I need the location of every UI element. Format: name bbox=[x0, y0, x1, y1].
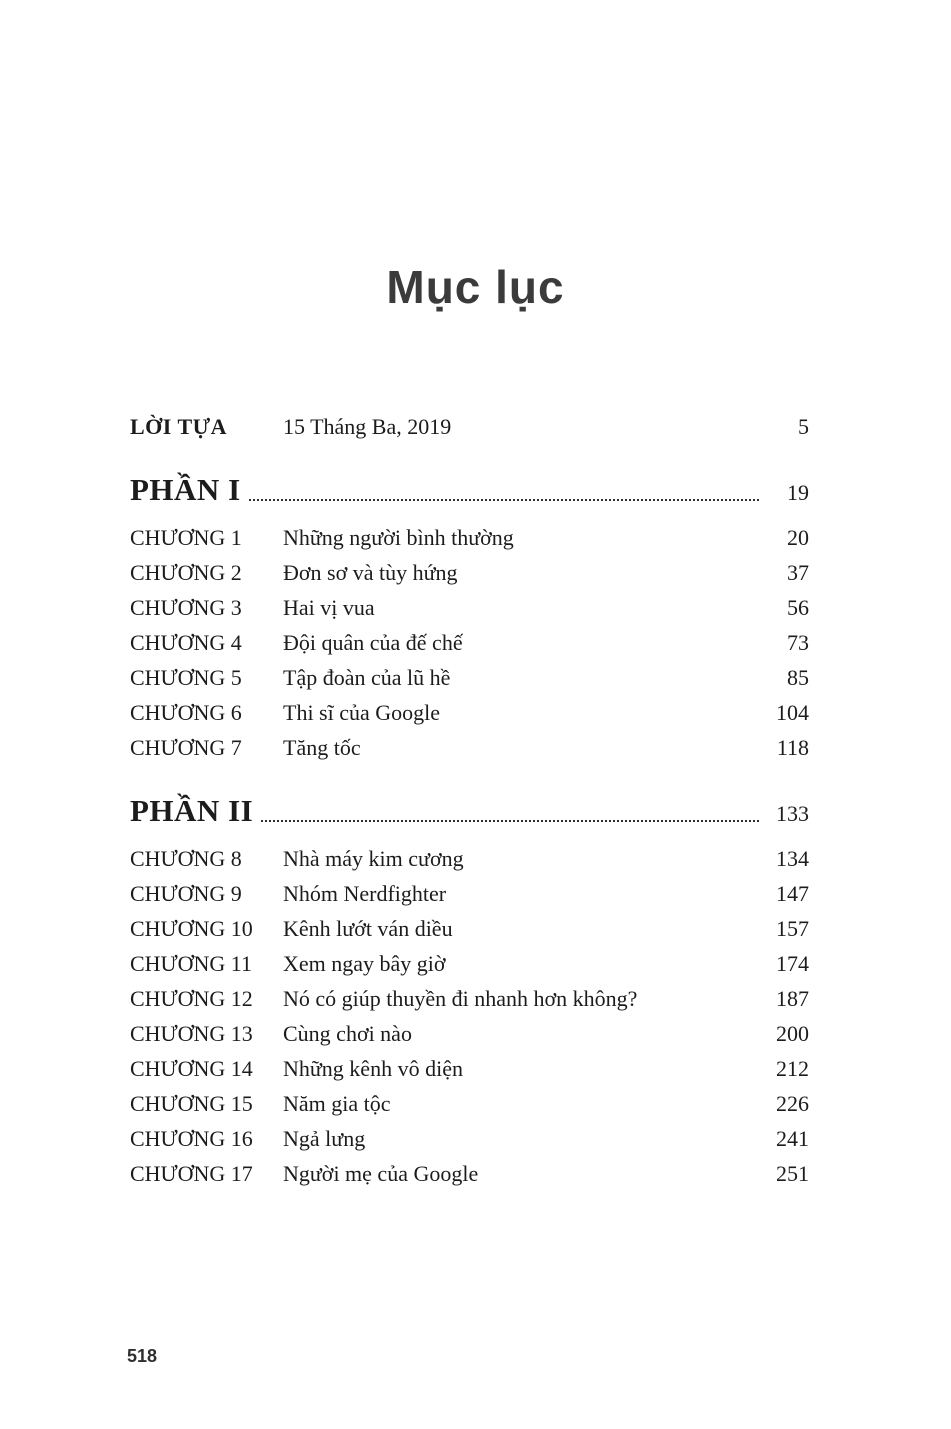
chapter-label: CHƯƠNG 6 bbox=[130, 699, 242, 725]
chapter-label: CHƯƠNG 11 bbox=[130, 950, 252, 976]
preface-page-number: 5 bbox=[798, 413, 809, 439]
chapter-title: Cùng chơi nào bbox=[283, 1020, 412, 1046]
chapter-label: CHƯƠNG 9 bbox=[130, 880, 242, 906]
section-page-number: 19 bbox=[787, 479, 809, 505]
chapter-title: Ngả lưng bbox=[283, 1125, 366, 1151]
chapter-title: Tăng tốc bbox=[283, 734, 361, 760]
preface-title: 15 Tháng Ba, 2019 bbox=[283, 413, 452, 439]
toc-entry bbox=[130, 1016, 809, 1051]
chapter-title: Tập đoàn của lũ hề bbox=[283, 664, 451, 690]
toc-entry bbox=[130, 1051, 809, 1086]
toc-entry bbox=[130, 695, 809, 730]
toc-entry bbox=[130, 946, 809, 981]
dotted-leader bbox=[249, 499, 759, 501]
dotted-leader bbox=[261, 820, 759, 822]
chapter-title: Xem ngay bây giờ bbox=[283, 950, 446, 976]
chapter-page-number: 226 bbox=[776, 1090, 809, 1116]
chapter-title: Những kênh vô diện bbox=[283, 1055, 463, 1081]
chapter-label: CHƯƠNG 16 bbox=[130, 1125, 253, 1151]
preface-label: LỜI TỰA bbox=[130, 413, 228, 439]
chapter-page-number: 118 bbox=[776, 734, 809, 760]
toc-entry bbox=[130, 1156, 809, 1191]
table-of-contents bbox=[130, 409, 809, 1191]
chapter-title: Nhà máy kim cương bbox=[283, 845, 464, 871]
chapter-label: CHƯƠNG 15 bbox=[130, 1090, 253, 1116]
chapter-page-number: 174 bbox=[776, 950, 809, 976]
chapter-page-number: 104 bbox=[776, 699, 809, 725]
chapter-list-part-1 bbox=[130, 520, 809, 765]
toc-section-header-part-1 bbox=[130, 470, 809, 510]
chapter-title: Thi sĩ của Google bbox=[283, 699, 441, 725]
toc-entry bbox=[130, 520, 809, 555]
chapter-page-number: 73 bbox=[787, 629, 809, 655]
toc-entry bbox=[130, 876, 809, 911]
toc-entry bbox=[130, 660, 809, 695]
chapter-label: CHƯƠNG 3 bbox=[130, 594, 242, 620]
chapter-label: CHƯƠNG 12 bbox=[130, 985, 253, 1011]
chapter-page-number: 241 bbox=[776, 1125, 809, 1151]
chapter-page-number: 200 bbox=[776, 1020, 809, 1046]
chapter-title: Hai vị vua bbox=[283, 594, 375, 620]
section-label: PHẦN II bbox=[130, 792, 254, 828]
chapter-label: CHƯƠNG 14 bbox=[130, 1055, 253, 1081]
page-title: Mục lục bbox=[386, 261, 565, 313]
toc-entry bbox=[130, 590, 809, 625]
chapter-title: Năm gia tộc bbox=[283, 1090, 391, 1116]
toc-entry bbox=[130, 1121, 809, 1156]
chapter-label: CHƯƠNG 5 bbox=[130, 664, 242, 690]
chapter-title: Những người bình thường bbox=[283, 524, 514, 550]
chapter-label: CHƯƠNG 2 bbox=[130, 559, 242, 585]
chapter-page-number: 37 bbox=[787, 559, 809, 585]
chapter-title: Nó có giúp thuyền đi nhanh hơn không? bbox=[283, 985, 638, 1011]
chapter-page-number: 56 bbox=[787, 594, 809, 620]
chapter-label: CHƯƠNG 17 bbox=[130, 1160, 253, 1186]
chapter-title: Nhóm Nerdfighter bbox=[283, 880, 447, 906]
chapter-label: CHƯƠNG 13 bbox=[130, 1020, 253, 1046]
chapter-label: CHƯƠNG 10 bbox=[130, 915, 253, 941]
toc-entry bbox=[130, 730, 809, 765]
toc-entry bbox=[130, 625, 809, 660]
chapter-label: CHƯƠNG 7 bbox=[130, 734, 242, 760]
chapter-page-number: 251 bbox=[776, 1160, 809, 1186]
section-page-number: 133 bbox=[776, 800, 809, 826]
chapter-page-number: 20 bbox=[787, 524, 809, 550]
chapter-label: CHƯƠNG 8 bbox=[130, 845, 242, 871]
chapter-title: Người mẹ của Google bbox=[283, 1160, 479, 1186]
chapter-title: Đội quân của đế chế bbox=[283, 629, 463, 655]
toc-entry-preface bbox=[130, 409, 809, 444]
chapter-page-number: 147 bbox=[776, 880, 809, 906]
toc-entry bbox=[130, 1086, 809, 1121]
toc-entry bbox=[130, 981, 809, 1016]
chapter-page-number: 85 bbox=[787, 664, 809, 690]
toc-entry bbox=[130, 555, 809, 590]
chapter-page-number: 187 bbox=[776, 985, 809, 1011]
footer-page-number: 518 bbox=[127, 1346, 158, 1366]
chapter-page-number: 157 bbox=[776, 915, 809, 941]
chapter-label: CHƯƠNG 1 bbox=[130, 524, 242, 550]
chapter-page-number: 212 bbox=[776, 1055, 809, 1081]
chapter-page-number: 134 bbox=[776, 845, 809, 871]
section-label: PHẦN I bbox=[130, 471, 241, 507]
chapter-label: CHƯƠNG 4 bbox=[130, 629, 242, 655]
chapter-title: Đơn sơ và tùy hứng bbox=[283, 559, 458, 585]
toc-entry bbox=[130, 841, 809, 876]
toc-entry bbox=[130, 911, 809, 946]
chapter-list-part-2 bbox=[130, 841, 809, 1191]
toc-section-header-part-2 bbox=[130, 791, 809, 831]
chapter-title: Kênh lướt ván diều bbox=[283, 915, 453, 941]
